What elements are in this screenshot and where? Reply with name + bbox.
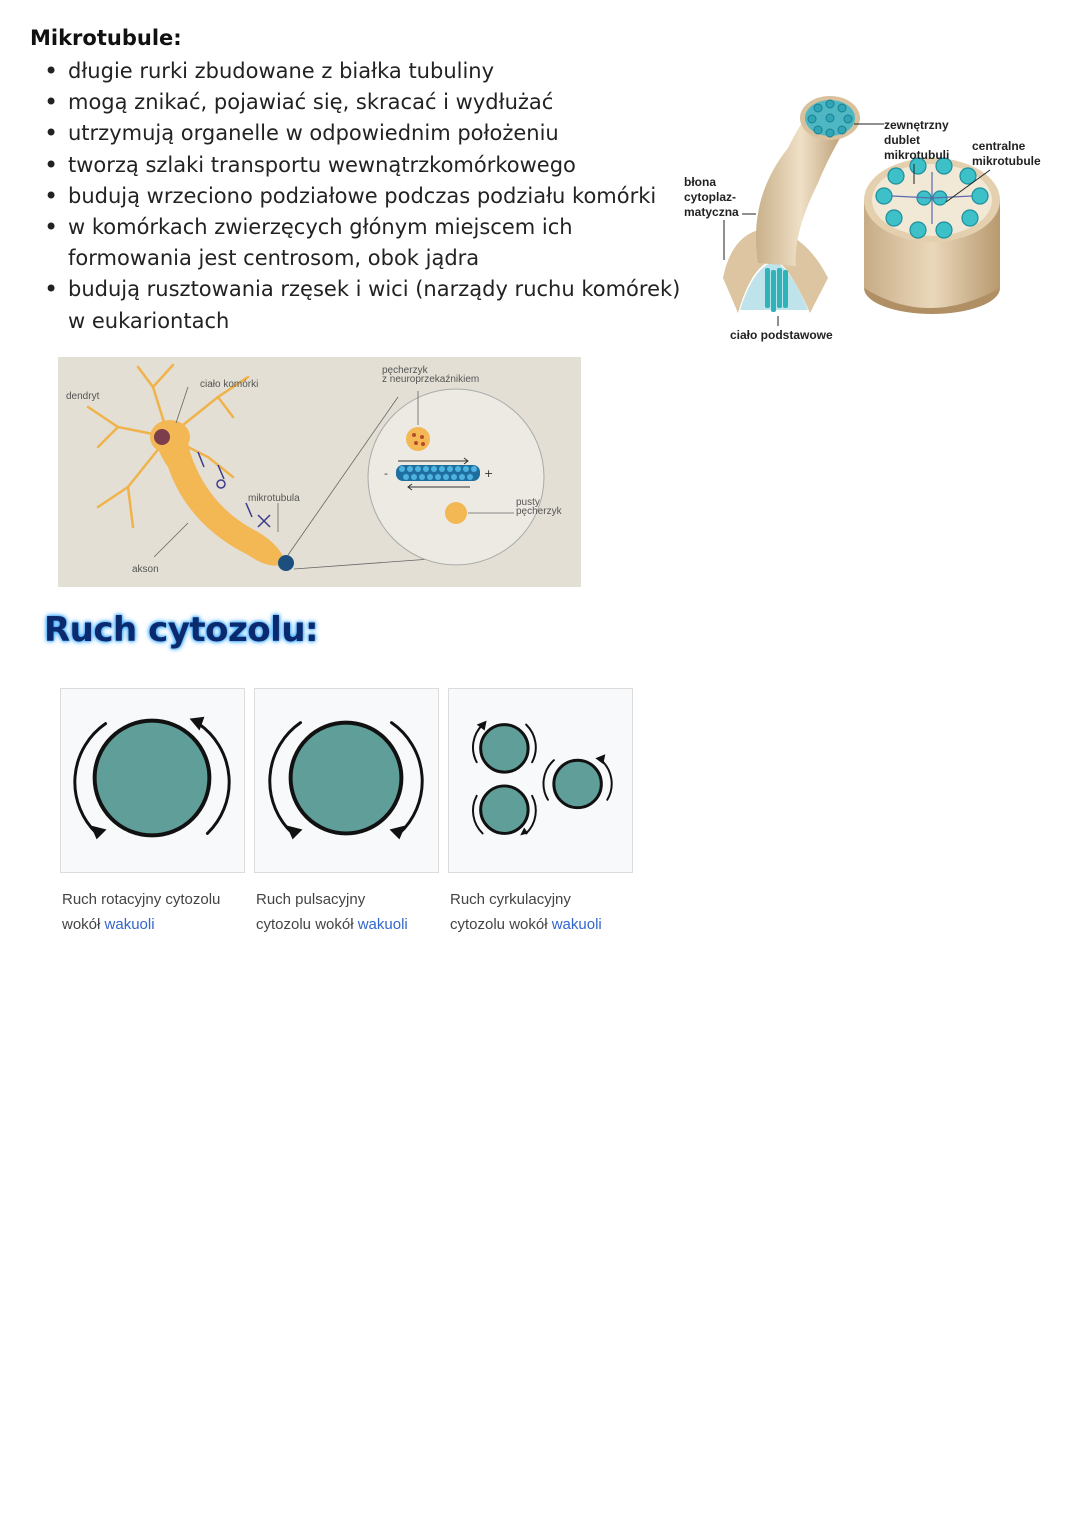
card-rotational-movement	[60, 688, 245, 873]
rotational-movement-illustration	[61, 689, 244, 872]
circulating-movement-illustration	[449, 689, 632, 872]
neuron-transport-diagram	[58, 357, 581, 587]
svg-text:+: +	[484, 467, 494, 480]
label-basal-body: ciało podstawowe	[730, 328, 833, 342]
card-circulating-movement	[448, 688, 633, 873]
cilium-structure-diagram	[678, 88, 1058, 356]
nucleus-shape	[154, 429, 170, 445]
microtubule-bullet-list	[42, 56, 682, 337]
caption-circulating: Ruch cyrkulacyjny cytozolu wokół wakuoli	[450, 891, 602, 933]
microtubule-zoom	[396, 465, 480, 481]
full-vesicle	[406, 427, 430, 451]
bullet-item: • mogą znikać, pojawiać się, skracać i wydłużać	[42, 87, 682, 118]
section-title-ruch-cytozolu: Ruch cytozolu:	[44, 610, 319, 650]
link-wakuoli[interactable]: wakuoli	[551, 916, 602, 933]
pulsating-movement-illustration	[255, 689, 438, 872]
caption-pulsating: Ruch pulsacyjny cytozolu wokół wakuoli	[256, 891, 408, 933]
label-empty-vesicle: pusty pęcherzyk	[516, 497, 562, 517]
label-membrane: błona cytoplaz-matyczna	[684, 175, 739, 219]
svg-text:-: -	[384, 467, 388, 480]
card-pulsating-movement	[254, 688, 439, 873]
link-wakuoli[interactable]: wakuoli	[357, 916, 408, 933]
bullet-item: • w komórkach zwierzęcych głónym miejscem ich formowania jest centrosom, obok jądra	[42, 212, 682, 274]
label-axon: akson	[132, 564, 159, 575]
label-dendrite: dendryt	[66, 391, 100, 402]
bullet-item: • tworzą szlaki transportu wewnątrzkomórkowego	[42, 150, 682, 181]
label-outer-doublet: zewnętrzny dublet mikrotubuli	[884, 118, 950, 162]
bullet-item: • długie rurki zbudowane z białka tubuliny	[42, 56, 682, 87]
axoneme-cross-section	[864, 158, 1000, 314]
link-wakuoli[interactable]: wakuoli	[104, 916, 155, 933]
label-microtubule: mikrotubula	[248, 493, 300, 504]
heading-mikrotubule: Mikrotubule:	[30, 26, 182, 50]
bullet-item: • budują wrzeciono podziałowe podczas podziału komórki	[42, 181, 682, 212]
label-cell-body: ciało komórki	[200, 379, 259, 390]
axon-terminal	[278, 555, 294, 571]
empty-vesicle	[445, 502, 467, 524]
caption-rotational: Ruch rotacyjny cytozolu wokół wakuoli	[62, 891, 221, 933]
label-central-microtubules: centralne mikrotubule	[972, 139, 1041, 168]
bullet-item: • budują rusztowania rzęsek i wici (narządy ruchu komórek) w eukariontach	[42, 274, 682, 336]
label-vesicle: pęcherzyk z neuroprzekaźnikiem	[382, 365, 480, 385]
bullet-item: • utrzymują organelle w odpowiednim położeniu	[42, 118, 682, 149]
